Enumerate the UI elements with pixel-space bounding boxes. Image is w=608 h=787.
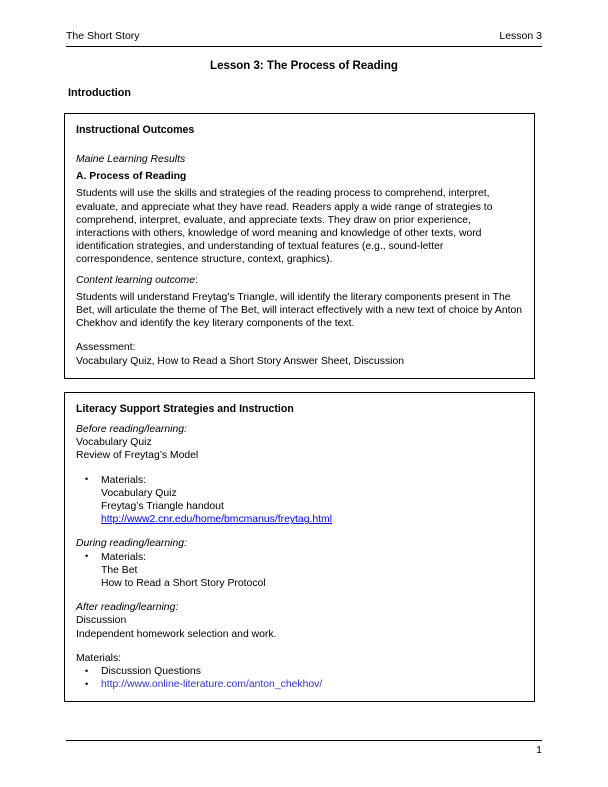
literacy-support-title: Literacy Support Strategies and Instruction — [76, 403, 294, 415]
after-reading-line-1: Discussion — [76, 615, 127, 627]
before-materials-link-row — [76, 513, 523, 526]
standard-source-label: Maine Learning Results — [76, 154, 186, 165]
freytag-triangle-link[interactable]: http://www2.cnr.edu/home/bmcmanus/freytag.html — [101, 514, 333, 526]
page-footer — [66, 740, 542, 757]
spacer — [76, 267, 523, 274]
content-learning-outcome-colon: : — [195, 274, 198, 286]
standard-heading: A. Process of Reading — [76, 171, 187, 183]
page-number: 1 — [536, 744, 542, 756]
spacer — [76, 526, 523, 537]
running-header — [66, 30, 542, 47]
list-item: • Materials: — [76, 551, 523, 564]
spacer — [76, 590, 523, 601]
standard-body-paragraph: Students will use the skills and strategies of the reading process to comprehend, interpret, evaluate, and appreciate what they have read. Readers apply a wide range of strategies to comprehend, interpret, evaluate, and appreciate texts. They draw on prior experience, interactions with others, knowledge of word meaning and knowledge of other texts, word identification strategies, and understanding of textual features (e.g., sound-letter correspondence, sentence structure, context, graphics). — [76, 188, 493, 266]
list-item — [76, 678, 523, 691]
assessment-label: Assessment: — [76, 342, 136, 354]
before-materials-line-2: Freytag’s Triangle handout — [101, 501, 224, 513]
header-lesson-label: Lesson 3 — [499, 30, 542, 42]
before-materials-line-1: Vocabulary Quiz — [101, 487, 177, 499]
spacer — [76, 463, 523, 474]
after-reading-line-2: Independent homework selection and work. — [76, 628, 277, 640]
spacer — [76, 641, 523, 652]
list-item: • Materials: — [76, 474, 523, 487]
header-document-title: The Short Story — [66, 30, 140, 42]
instructional-outcomes-title: Instructional Outcomes — [76, 124, 195, 136]
assessment-body: Vocabulary Quiz, How to Read a Short Story Answer Sheet, Discussion — [76, 355, 405, 367]
list-item: • Discussion Questions — [76, 665, 523, 678]
content-learning-outcome-heading — [76, 274, 523, 287]
during-reading-materials-list — [76, 551, 523, 564]
content-learning-outcome-label: Content learning outcome — [76, 274, 195, 286]
page-title: Lesson 3: The Process of Reading — [210, 60, 398, 72]
literacy-support-box — [64, 392, 535, 702]
during-materials-line-2: How to Read a Short Story Protocol — [101, 578, 266, 590]
before-reading-materials-list — [76, 474, 523, 487]
section-heading-introduction: Introduction — [68, 87, 131, 99]
spacer — [76, 137, 523, 153]
before-reading-label: Before reading/learning: — [76, 424, 187, 435]
after-reading-label: After reading/learning: — [76, 602, 179, 614]
spacer — [76, 330, 523, 341]
before-reading-line-2: Review of Freytag’s Model — [76, 450, 199, 462]
content-learning-outcome-body: Students will understand Freytag’s Triangle, will identify the literary components present in The Bet, will articulate the theme of The Bet, will interact effectively with a new text of choice by Anton Chekhov and identify the key literary components of the text. — [76, 291, 523, 330]
during-reading-label: During reading/learning: — [76, 538, 187, 550]
anton-chekhov-link[interactable]: http://www.online-literature.com/anton_chekhov/ — [101, 679, 323, 691]
before-reading-line-1: Vocabulary Quiz — [76, 437, 152, 449]
after-materials-label: Materials: — [76, 652, 122, 664]
spacer — [76, 416, 523, 423]
during-materials-line-1: The Bet — [101, 564, 138, 576]
instructional-outcomes-box — [64, 113, 535, 379]
after-reading-materials-list — [76, 665, 523, 691]
